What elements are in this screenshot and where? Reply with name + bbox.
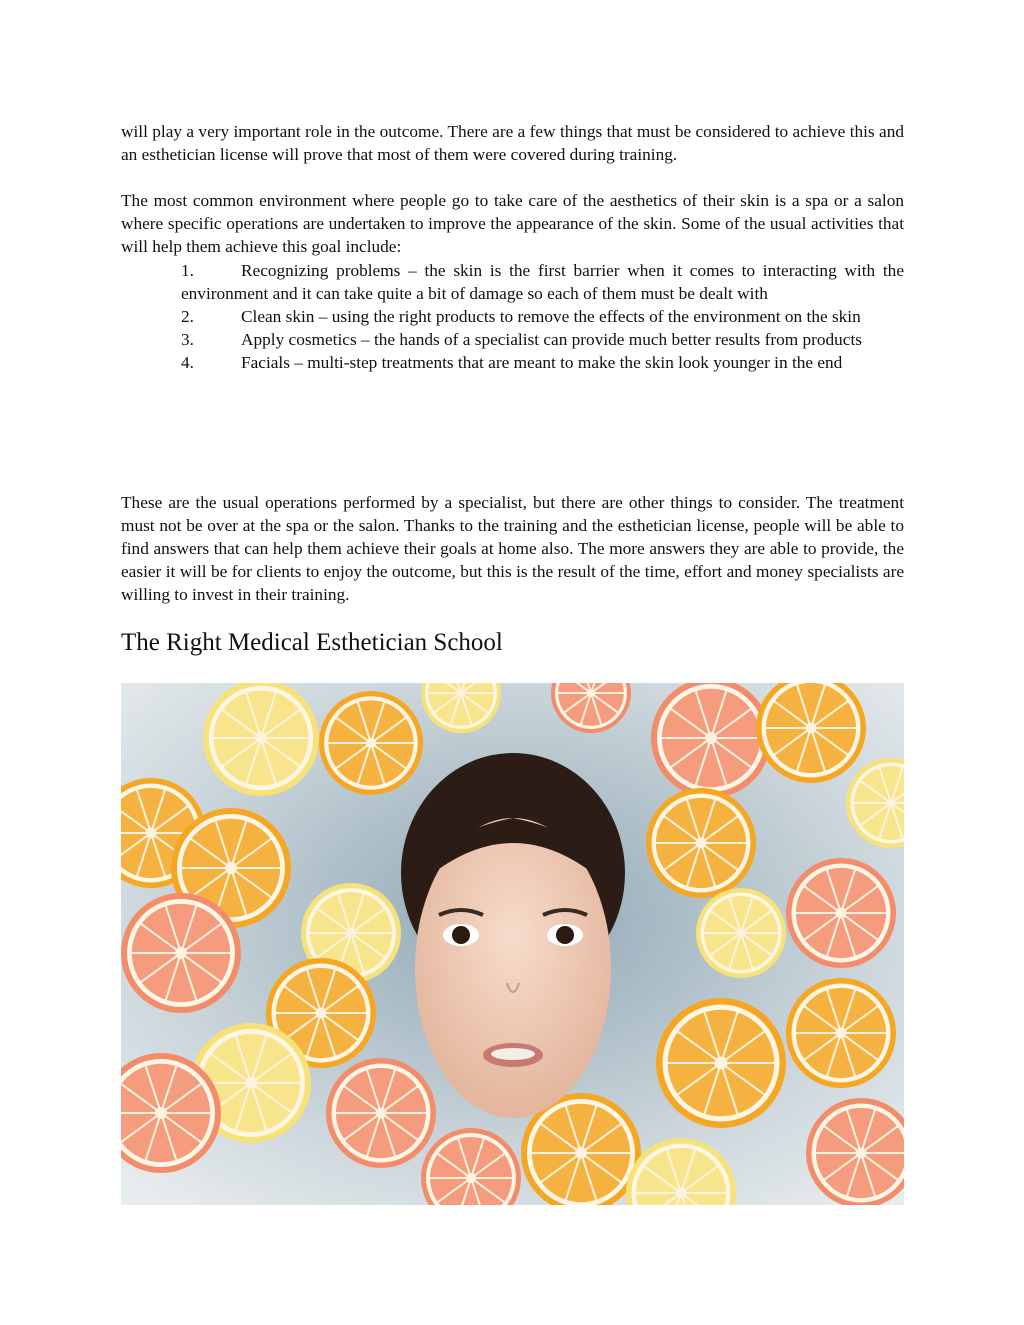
activities-list <box>181 259 904 374</box>
list-item-number: 2. <box>181 307 194 326</box>
list-item <box>181 351 904 374</box>
list-item-text: Facials – multi-step treatments that are meant to make the skin look younger in the end <box>241 353 843 372</box>
citrus-slice <box>646 788 756 898</box>
list-item-text: Recognizing problems – the skin is the first barrier when it comes to interacting with the environment and it can take quite a bit of damage so each of them must be dealt with <box>181 261 904 303</box>
list-item <box>181 305 904 328</box>
list-item <box>181 259 904 305</box>
photo-illustration <box>121 683 904 1205</box>
citrus-slice <box>326 1058 436 1168</box>
citrus-slice <box>656 998 786 1128</box>
paragraph-environment: The most common environment where people go to take care of the aesthetics of their skin is a spa or a salon where specific operations are undertaken to improve the appearance of the skin. Some of the usual activities that will help them achieve this goal include: <box>121 191 904 256</box>
list-item-number: 4. <box>181 353 194 372</box>
list-item-text: Apply cosmetics – the hands of a specialist can provide much better results from products <box>241 330 863 349</box>
paragraph-conclusion: These are the usual operations performed by a specialist, but there are other things to consider. The treatment must not be over at the spa or the salon. Thanks to the training and the esthetician license, people will be able to find answers that can help them achieve their goals at home also. The more answers they are able to provide, the easier it will be for clients to enjoy the outcome, but this is the result of the time, effort and money specialists are willing to invest in their training. <box>121 493 904 604</box>
citrus-slice <box>696 888 786 978</box>
citrus-slice <box>651 683 771 798</box>
citrus-slice <box>121 893 241 1013</box>
citrus-slice <box>203 683 319 796</box>
list-item-number: 1. <box>181 261 194 280</box>
paragraph-intro: will play a very important role in the outcome. There are a few things that must be considered to achieve this and an esthetician license will prove that most of them were covered during training. <box>121 122 904 164</box>
section-heading: The Right Medical Esthetician School <box>121 629 503 656</box>
citrus-face-photo <box>121 683 904 1205</box>
citrus-slice <box>319 691 423 795</box>
citrus-slice <box>786 858 896 968</box>
list-item-text: Clean skin – using the right products to remove the effects of the environment on the skin <box>241 307 861 326</box>
list-item-number: 3. <box>181 330 194 349</box>
citrus-slice <box>786 978 896 1088</box>
list-item <box>181 328 904 351</box>
